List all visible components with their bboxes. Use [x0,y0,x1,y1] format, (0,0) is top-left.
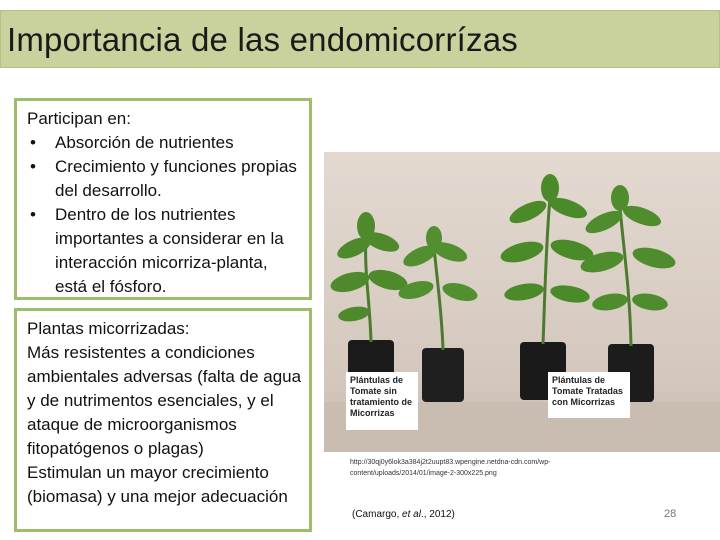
list-item [27,203,301,299]
resistance-text: Más resistentes a condiciones ambientales adversas (falta de agua y de nutrimentos esenciales, y el ataque de microorganismos fitopatógenos o plagas) [27,343,302,458]
participation-heading: Participan en: [27,109,131,128]
tomato-seedlings-photo [324,152,720,452]
bullet-icon: • [30,205,36,224]
participation-list [27,131,301,299]
citation-et-al: et al [402,509,421,520]
pot-2 [422,348,464,402]
participation-box [14,98,312,300]
growth-text: Estimulan un mayor crecimiento (biomasa) y una mejor adecuación [27,463,288,506]
citation-prefix: (Camargo, [352,509,403,520]
title-bar [0,10,720,68]
mycorrhizal-plants-box [14,308,312,532]
mycorrhizal-heading: Plantas micorrizadas: [27,319,190,338]
label-with-mycorrhiza: Plántulas de Tomate Tratadas con Micorrizas [548,372,630,418]
list-item [27,155,301,203]
list-item [27,131,301,155]
slide-title: Importancia de las endomicorrízas [7,21,518,58]
citation-suffix: ., 2012) [420,509,455,520]
list-item-text: Crecimiento y funciones propias del desarrollo. [55,157,297,200]
label-without-mycorrhiza: Plántulas de Tomate sin tratamiento de Micorrizas [346,372,418,430]
bullet-icon: • [30,133,36,152]
page-number: 28 [664,508,677,520]
citation [352,509,455,520]
image-source-url: http://30qj0y6lok3a384j2t2uupt83.wpengine.netdna-cdn.com/wp-content/uploads/2014/01/image-2-300x225.png [350,459,551,477]
list-item-text: Absorción de nutrientes [55,133,234,152]
bullet-icon: • [30,157,36,176]
list-item-text: Dentro de los nutrientes importantes a considerar en la interacción micorriza-planta, está el fósforo. [55,205,284,296]
